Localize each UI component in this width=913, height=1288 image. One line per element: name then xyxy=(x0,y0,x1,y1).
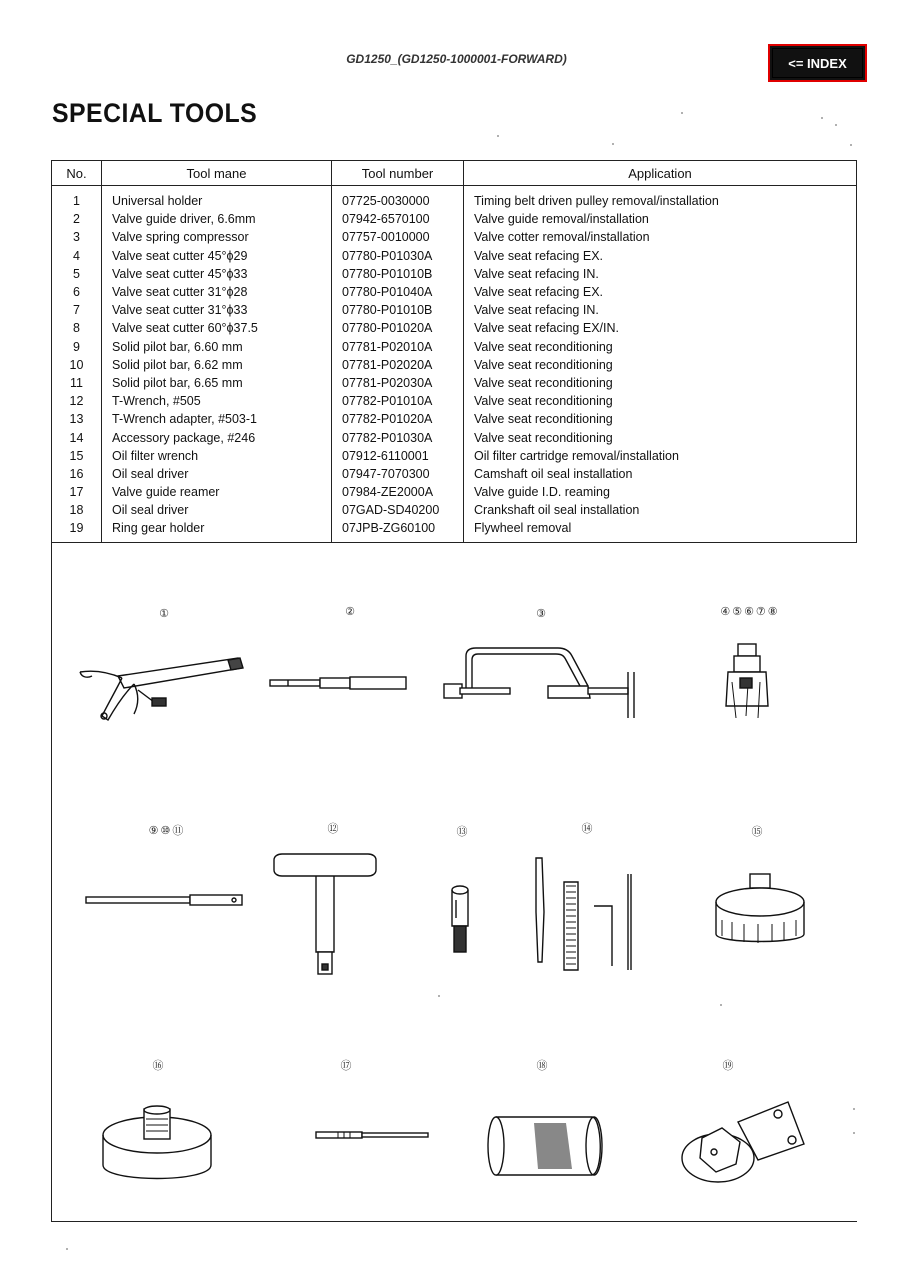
row-tool-number: 07782-P01010A xyxy=(332,392,464,410)
row-tool-number: 07984-ZE2000A xyxy=(332,483,464,501)
ring-gear-holder-drawing xyxy=(678,1098,808,1188)
row-application: Valve seat refacing IN. xyxy=(464,301,857,319)
figure-label-13: ⑬ xyxy=(456,826,470,838)
table-row xyxy=(52,301,857,319)
row-tool-number: 07947-7070300 xyxy=(332,465,464,483)
row-tool-number: 07782-P01020A xyxy=(332,410,464,428)
row-no: 6 xyxy=(52,283,102,301)
solid-pilot-bar-drawing xyxy=(84,890,244,912)
row-tool-name: T-Wrench adapter, #503-1 xyxy=(102,410,332,428)
row-tool-number: 07781-P02010A xyxy=(332,338,464,356)
row-tool-name: Valve guide driver, 6.6mm xyxy=(102,210,332,228)
row-no: 13 xyxy=(52,410,102,428)
row-tool-name: Solid pilot bar, 6.60 mm xyxy=(102,338,332,356)
row-tool-number: 07GAD-SD40200 xyxy=(332,501,464,519)
row-tool-number: 07725-0030000 xyxy=(332,186,464,211)
row-tool-name: Solid pilot bar, 6.62 mm xyxy=(102,356,332,374)
figure-label-19: ⑲ xyxy=(722,1060,736,1072)
row-tool-name: Valve seat cutter 45°ϕ33 xyxy=(102,265,332,283)
figure-label-12: ⑫ xyxy=(327,823,341,835)
row-tool-name: Accessory package, #246 xyxy=(102,428,332,446)
row-tool-number: 07JPB-ZG60100 xyxy=(332,519,464,542)
table-row xyxy=(52,228,857,246)
row-no: 15 xyxy=(52,447,102,465)
table-row xyxy=(52,374,857,392)
row-no: 1 xyxy=(52,186,102,211)
row-application: Valve seat reconditioning xyxy=(464,428,857,446)
row-application: Valve seat refacing EX/IN. xyxy=(464,319,857,337)
row-tool-number: 07781-P02020A xyxy=(332,356,464,374)
table-row xyxy=(52,410,857,428)
row-application: Valve seat refacing EX. xyxy=(464,283,857,301)
row-tool-name: Oil seal driver xyxy=(102,501,332,519)
row-tool-number: 07780-P01020A xyxy=(332,319,464,337)
valve-spring-compressor-drawing xyxy=(438,642,648,722)
valve-seat-cutter-drawing xyxy=(722,642,772,722)
table-row xyxy=(52,447,857,465)
figure-label-3: ③ xyxy=(536,608,548,620)
row-tool-name: Oil seal driver xyxy=(102,465,332,483)
row-application: Valve seat reconditioning xyxy=(464,374,857,392)
header-no: No. xyxy=(52,161,102,186)
oil-seal-driver-camshaft-drawing xyxy=(100,1105,215,1187)
figure-label-4-to-8: ④⑤⑥⑦⑧ xyxy=(720,606,780,618)
row-application: Valve seat reconditioning xyxy=(464,338,857,356)
oil-filter-wrench-drawing xyxy=(710,870,810,960)
document-code-header: GD1250_(GD1250-1000001-FORWARD) xyxy=(346,52,567,66)
row-application: Valve seat reconditioning xyxy=(464,392,857,410)
row-application: Camshaft oil seal installation xyxy=(464,465,857,483)
row-no: 16 xyxy=(52,465,102,483)
valve-guide-reamer-drawing xyxy=(314,1127,432,1143)
row-no: 7 xyxy=(52,301,102,319)
row-application: Timing belt driven pulley removal/installation xyxy=(464,186,857,211)
header-tool-name: Tool mane xyxy=(102,161,332,186)
table-row xyxy=(52,501,857,519)
header-tool-number: Tool number xyxy=(332,161,464,186)
figure-label-15: ⑮ xyxy=(751,826,765,838)
table-header-row xyxy=(52,161,857,186)
row-tool-name: Valve seat cutter 31°ϕ28 xyxy=(102,283,332,301)
row-tool-name: Oil filter wrench xyxy=(102,447,332,465)
row-no: 2 xyxy=(52,210,102,228)
table-row xyxy=(52,210,857,228)
figure-label-16: ⑯ xyxy=(152,1060,166,1072)
table-row xyxy=(52,247,857,265)
universal-holder-drawing xyxy=(78,630,248,730)
figure-label-14: ⑭ xyxy=(581,823,595,835)
figure-label-17: ⑰ xyxy=(340,1060,354,1072)
row-tool-number: 07780-P01010B xyxy=(332,301,464,319)
row-application: Valve guide removal/installation xyxy=(464,210,857,228)
row-no: 5 xyxy=(52,265,102,283)
table-row xyxy=(52,465,857,483)
table-row xyxy=(52,283,857,301)
page-title: SPECIAL TOOLS xyxy=(52,98,258,128)
figure-label-18: ⑱ xyxy=(536,1060,550,1072)
table-row xyxy=(52,483,857,501)
figure-label-9-to-11: ⑨⑩⑪ xyxy=(148,825,186,837)
index-button[interactable]: <= INDEX xyxy=(768,44,867,82)
row-application: Valve seat refacing IN. xyxy=(464,265,857,283)
table-row xyxy=(52,186,857,211)
row-tool-number: 07781-P02030A xyxy=(332,374,464,392)
row-tool-number: 07780-P01030A xyxy=(332,247,464,265)
header-application: Application xyxy=(464,161,857,186)
accessory-package-drawing xyxy=(528,852,638,977)
oil-seal-driver-crankshaft-drawing xyxy=(486,1113,606,1179)
row-tool-name: Valve seat cutter 60°ϕ37.5 xyxy=(102,319,332,337)
table-row xyxy=(52,265,857,283)
row-tool-number: 07782-P01030A xyxy=(332,428,464,446)
table-row xyxy=(52,428,857,446)
row-application: Oil filter cartridge removal/installation xyxy=(464,447,857,465)
t-wrench-drawing xyxy=(270,852,380,982)
row-application: Valve cotter removal/installation xyxy=(464,228,857,246)
row-tool-name: Valve seat cutter 45°ϕ29 xyxy=(102,247,332,265)
table-row xyxy=(52,319,857,337)
row-application: Valve guide I.D. reaming xyxy=(464,483,857,501)
table-row xyxy=(52,356,857,374)
row-no: 11 xyxy=(52,374,102,392)
row-tool-name: Solid pilot bar, 6.65 mm xyxy=(102,374,332,392)
table-body xyxy=(52,186,857,543)
table-row xyxy=(52,519,857,542)
t-wrench-adapter-drawing xyxy=(444,882,476,956)
table-row xyxy=(52,392,857,410)
row-no: 3 xyxy=(52,228,102,246)
row-tool-number: 07757-0010000 xyxy=(332,228,464,246)
row-application: Valve seat refacing EX. xyxy=(464,247,857,265)
row-no: 9 xyxy=(52,338,102,356)
figure-label-2: ② xyxy=(345,606,357,618)
row-no: 19 xyxy=(52,519,102,542)
row-tool-name: Ring gear holder xyxy=(102,519,332,542)
row-no: 8 xyxy=(52,319,102,337)
special-tools-table xyxy=(51,160,857,543)
figure-label-1: ① xyxy=(159,608,171,620)
row-no: 14 xyxy=(52,428,102,446)
row-tool-name: Valve spring compressor xyxy=(102,228,332,246)
row-tool-name: Valve guide reamer xyxy=(102,483,332,501)
row-application: Flywheel removal xyxy=(464,519,857,542)
row-no: 12 xyxy=(52,392,102,410)
table-row xyxy=(52,338,857,356)
row-application: Valve seat reconditioning xyxy=(464,356,857,374)
row-tool-name: T-Wrench, #505 xyxy=(102,392,332,410)
row-application: Crankshaft oil seal installation xyxy=(464,501,857,519)
row-tool-number: 07780-P01010B xyxy=(332,265,464,283)
row-application: Valve seat reconditioning xyxy=(464,410,857,428)
row-no: 18 xyxy=(52,501,102,519)
row-tool-number: 07942-6570100 xyxy=(332,210,464,228)
row-no: 10 xyxy=(52,356,102,374)
row-tool-number: 07912-6110001 xyxy=(332,447,464,465)
row-tool-name: Universal holder xyxy=(102,186,332,211)
row-no: 17 xyxy=(52,483,102,501)
row-tool-number: 07780-P01040A xyxy=(332,283,464,301)
valve-guide-driver-drawing xyxy=(268,672,408,694)
row-no: 4 xyxy=(52,247,102,265)
row-tool-name: Valve seat cutter 31°ϕ33 xyxy=(102,301,332,319)
